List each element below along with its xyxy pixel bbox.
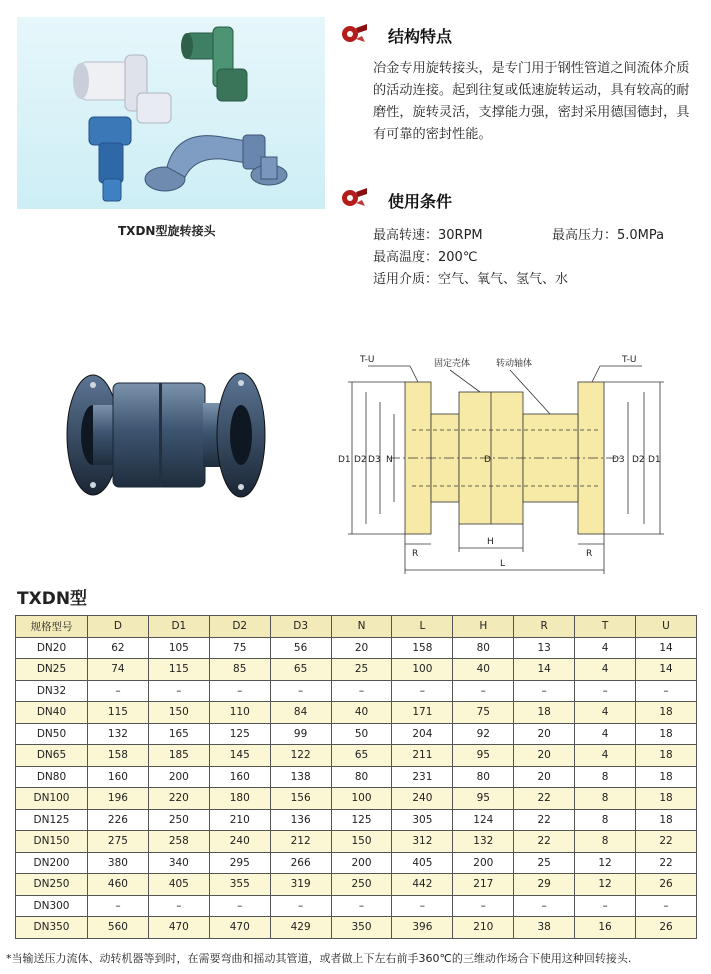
- value-cell: 4: [575, 745, 636, 767]
- value-cell: 211: [392, 745, 453, 767]
- table-row: [16, 659, 697, 681]
- value-cell: 80: [453, 637, 514, 659]
- tu-left-label: T-U: [360, 355, 375, 365]
- value-cell: 226: [88, 809, 149, 831]
- value-cell: –: [331, 895, 392, 917]
- value-cell: –: [88, 680, 149, 702]
- value-cell: 100: [331, 788, 392, 810]
- value-cell: 8: [575, 809, 636, 831]
- features-text: 冶金专用旋转接头，是专门用于钢性管道之间流体介质的活动连接。起到往复或低速旋转运动，具有较高的耐磨性，旋转灵活，支撑能力强，密封采用德国德封，具有可靠的密封性能。: [373, 61, 690, 142]
- value-cell: 18: [514, 702, 575, 724]
- value-cell: 305: [392, 809, 453, 831]
- value-cell: 18: [636, 766, 697, 788]
- header-d: D: [88, 616, 149, 638]
- value-cell: 156: [270, 788, 331, 810]
- value-cell: 196: [88, 788, 149, 810]
- value-cell: 340: [148, 852, 209, 874]
- header-l: L: [392, 616, 453, 638]
- h-label: H: [487, 537, 494, 547]
- tu-right-label: T-U: [622, 355, 637, 365]
- value-cell: 136: [270, 809, 331, 831]
- value-cell: 132: [88, 723, 149, 745]
- value-cell: 125: [331, 809, 392, 831]
- value-cell: 4: [575, 637, 636, 659]
- value-cell: 171: [392, 702, 453, 724]
- value-cell: 160: [209, 766, 270, 788]
- value-cell: –: [270, 680, 331, 702]
- table-header-row: [16, 616, 697, 638]
- spec-table: [15, 615, 697, 939]
- value-cell: 20: [331, 637, 392, 659]
- value-cell: 20: [514, 745, 575, 767]
- model-cell: DN350: [16, 917, 88, 939]
- header-d3: D3: [270, 616, 331, 638]
- value-cell: 75: [209, 637, 270, 659]
- value-cell: 560: [88, 917, 149, 939]
- value-cell: 65: [270, 659, 331, 681]
- value-cell: –: [331, 680, 392, 702]
- model-cell: DN300: [16, 895, 88, 917]
- value-cell: –: [636, 680, 697, 702]
- value-cell: 250: [331, 874, 392, 896]
- value-cell: 40: [331, 702, 392, 724]
- header-d1: D1: [148, 616, 209, 638]
- value-cell: 65: [331, 745, 392, 767]
- r-right-label: R: [586, 549, 593, 559]
- value-cell: 158: [88, 745, 149, 767]
- header-model: 规格型号: [16, 616, 88, 638]
- value-cell: 150: [148, 702, 209, 724]
- value-cell: 210: [209, 809, 270, 831]
- table-row: [16, 917, 697, 939]
- value-cell: –: [88, 895, 149, 917]
- value-cell: 22: [636, 852, 697, 874]
- model-cell: DN25: [16, 659, 88, 681]
- value-cell: 20: [514, 723, 575, 745]
- value-cell: 266: [270, 852, 331, 874]
- value-cell: –: [514, 895, 575, 917]
- value-cell: 231: [392, 766, 453, 788]
- value-cell: 74: [88, 659, 149, 681]
- value-cell: 25: [514, 852, 575, 874]
- table-row: [16, 788, 697, 810]
- grey-flanged-elbow: [145, 135, 287, 191]
- r-left-label: R: [412, 549, 419, 559]
- table-row: [16, 745, 697, 767]
- model-cell: DN20: [16, 637, 88, 659]
- value-cell: 18: [636, 809, 697, 831]
- value-cell: 380: [88, 852, 149, 874]
- value-cell: 22: [636, 831, 697, 853]
- value-cell: 132: [453, 831, 514, 853]
- product-photo-group: [17, 17, 325, 209]
- blue-straight-joint: [89, 117, 131, 201]
- value-cell: –: [148, 680, 209, 702]
- value-cell: 110: [209, 702, 270, 724]
- value-cell: 115: [148, 659, 209, 681]
- value-cell: 220: [148, 788, 209, 810]
- value-cell: 8: [575, 788, 636, 810]
- rotating-shaft-label: 转动轴体: [496, 359, 533, 369]
- model-cell: DN80: [16, 766, 88, 788]
- value-cell: 22: [514, 788, 575, 810]
- value-cell: 240: [392, 788, 453, 810]
- value-cell: 295: [209, 852, 270, 874]
- value-cell: 160: [88, 766, 149, 788]
- value-cell: 460: [88, 874, 149, 896]
- value-cell: –: [148, 895, 209, 917]
- footnote: *当输送压力流体、动转机器等到时，在需要弯曲和摇动其管道，或者做上下左右前手360℃的三维动作场合下使用这种回转接头.: [6, 952, 632, 965]
- value-cell: –: [209, 680, 270, 702]
- table-row: [16, 852, 697, 874]
- l-label: L: [500, 559, 506, 569]
- header-t: T: [575, 616, 636, 638]
- value-cell: 20: [514, 766, 575, 788]
- n-label: N: [386, 455, 393, 465]
- value-cell: 18: [636, 702, 697, 724]
- value-cell: –: [636, 895, 697, 917]
- value-cell: 350: [331, 917, 392, 939]
- value-cell: 258: [148, 831, 209, 853]
- value-cell: 165: [148, 723, 209, 745]
- value-cell: –: [270, 895, 331, 917]
- value-cell: 158: [392, 637, 453, 659]
- value-cell: 75: [453, 702, 514, 724]
- value-cell: –: [392, 680, 453, 702]
- value-cell: 145: [209, 745, 270, 767]
- value-cell: –: [575, 680, 636, 702]
- value-cell: 470: [209, 917, 270, 939]
- conditions-title: 使用条件: [388, 192, 453, 211]
- value-cell: 29: [514, 874, 575, 896]
- value-cell: 62: [88, 637, 149, 659]
- value-cell: 95: [453, 745, 514, 767]
- d-label: D: [484, 455, 491, 465]
- value-cell: 122: [270, 745, 331, 767]
- value-cell: 442: [392, 874, 453, 896]
- value-cell: 13: [514, 637, 575, 659]
- table-row: [16, 723, 697, 745]
- fixed-shell-label: 固定壳体: [434, 359, 471, 369]
- red-gear-icon: [340, 186, 368, 208]
- d3-left-label: D3: [368, 455, 381, 465]
- header-r: R: [514, 616, 575, 638]
- value-cell: 99: [270, 723, 331, 745]
- value-cell: 12: [575, 852, 636, 874]
- value-cell: 105: [148, 637, 209, 659]
- value-cell: 396: [392, 917, 453, 939]
- value-cell: 312: [392, 831, 453, 853]
- red-gear-icon: [340, 22, 368, 44]
- value-cell: 125: [209, 723, 270, 745]
- value-cell: 8: [575, 766, 636, 788]
- value-cell: 26: [636, 874, 697, 896]
- value-cell: 200: [148, 766, 209, 788]
- table-row: [16, 702, 697, 724]
- max-temperature: 最高温度：200℃: [373, 250, 478, 265]
- header-n: N: [331, 616, 392, 638]
- value-cell: 115: [88, 702, 149, 724]
- value-cell: 50: [331, 723, 392, 745]
- value-cell: 18: [636, 723, 697, 745]
- value-cell: 85: [209, 659, 270, 681]
- model-cell: DN100: [16, 788, 88, 810]
- value-cell: –: [453, 895, 514, 917]
- value-cell: 40: [453, 659, 514, 681]
- photo-caption: TXDN型旋转接头: [118, 224, 216, 238]
- table-row: [16, 680, 697, 702]
- value-cell: 4: [575, 659, 636, 681]
- value-cell: –: [575, 895, 636, 917]
- dimension-drawing: [330, 352, 680, 580]
- max-speed: 最高转速：30RPM: [373, 228, 483, 243]
- value-cell: 80: [331, 766, 392, 788]
- value-cell: 275: [88, 831, 149, 853]
- d2-left-label: D2: [354, 455, 367, 465]
- header-h: H: [453, 616, 514, 638]
- table-row: [16, 766, 697, 788]
- applicable-media: 适用介质：空气、氧气、氢气、水: [373, 272, 569, 287]
- value-cell: 25: [331, 659, 392, 681]
- header-u: U: [636, 616, 697, 638]
- value-cell: 12: [575, 874, 636, 896]
- model-cell: DN40: [16, 702, 88, 724]
- table-row: [16, 809, 697, 831]
- d1-right-label: D1: [648, 455, 661, 465]
- value-cell: 405: [148, 874, 209, 896]
- value-cell: 470: [148, 917, 209, 939]
- white-elbow-joint: [73, 55, 171, 123]
- value-cell: 405: [392, 852, 453, 874]
- features-title: 结构特点: [388, 27, 453, 46]
- drawing-body: [348, 366, 664, 574]
- value-cell: 319: [270, 874, 331, 896]
- value-cell: 250: [148, 809, 209, 831]
- table-row: [16, 637, 697, 659]
- value-cell: 240: [209, 831, 270, 853]
- value-cell: 355: [209, 874, 270, 896]
- value-cell: –: [392, 895, 453, 917]
- value-cell: 204: [392, 723, 453, 745]
- value-cell: 14: [636, 637, 697, 659]
- value-cell: 217: [453, 874, 514, 896]
- value-cell: 95: [453, 788, 514, 810]
- value-cell: 150: [331, 831, 392, 853]
- value-cell: 200: [331, 852, 392, 874]
- value-cell: 200: [453, 852, 514, 874]
- model-cell: DN250: [16, 874, 88, 896]
- value-cell: –: [453, 680, 514, 702]
- model-cell: DN50: [16, 723, 88, 745]
- value-cell: 16: [575, 917, 636, 939]
- features-text-block: [373, 58, 693, 146]
- value-cell: 14: [514, 659, 575, 681]
- value-cell: 4: [575, 702, 636, 724]
- value-cell: 84: [270, 702, 331, 724]
- value-cell: 429: [270, 917, 331, 939]
- d2-right-label: D2: [632, 455, 645, 465]
- value-cell: 138: [270, 766, 331, 788]
- d1-left-label: D1: [338, 455, 351, 465]
- model-cell: DN125: [16, 809, 88, 831]
- value-cell: 180: [209, 788, 270, 810]
- value-cell: 92: [453, 723, 514, 745]
- value-cell: –: [514, 680, 575, 702]
- d3-right-label: D3: [612, 455, 625, 465]
- value-cell: 22: [514, 831, 575, 853]
- value-cell: 26: [636, 917, 697, 939]
- green-elbow-joint: [181, 27, 247, 101]
- value-cell: 4: [575, 723, 636, 745]
- table-row: [16, 874, 697, 896]
- model-cell: DN65: [16, 745, 88, 767]
- value-cell: 8: [575, 831, 636, 853]
- model-title: TXDN型: [17, 589, 88, 609]
- value-cell: 14: [636, 659, 697, 681]
- value-cell: 100: [392, 659, 453, 681]
- value-cell: 124: [453, 809, 514, 831]
- header-d2: D2: [209, 616, 270, 638]
- value-cell: –: [209, 895, 270, 917]
- table-row: [16, 831, 697, 853]
- value-cell: 56: [270, 637, 331, 659]
- value-cell: 18: [636, 745, 697, 767]
- value-cell: 22: [514, 809, 575, 831]
- model-cell: DN32: [16, 680, 88, 702]
- table-row: [16, 895, 697, 917]
- model-cell: DN200: [16, 852, 88, 874]
- value-cell: 18: [636, 788, 697, 810]
- value-cell: 185: [148, 745, 209, 767]
- value-cell: 38: [514, 917, 575, 939]
- flanged-joint-photo: [55, 355, 270, 515]
- model-cell: DN150: [16, 831, 88, 853]
- value-cell: 210: [453, 917, 514, 939]
- max-pressure: 最高压力：5.0MPa: [552, 228, 665, 243]
- value-cell: 212: [270, 831, 331, 853]
- value-cell: 80: [453, 766, 514, 788]
